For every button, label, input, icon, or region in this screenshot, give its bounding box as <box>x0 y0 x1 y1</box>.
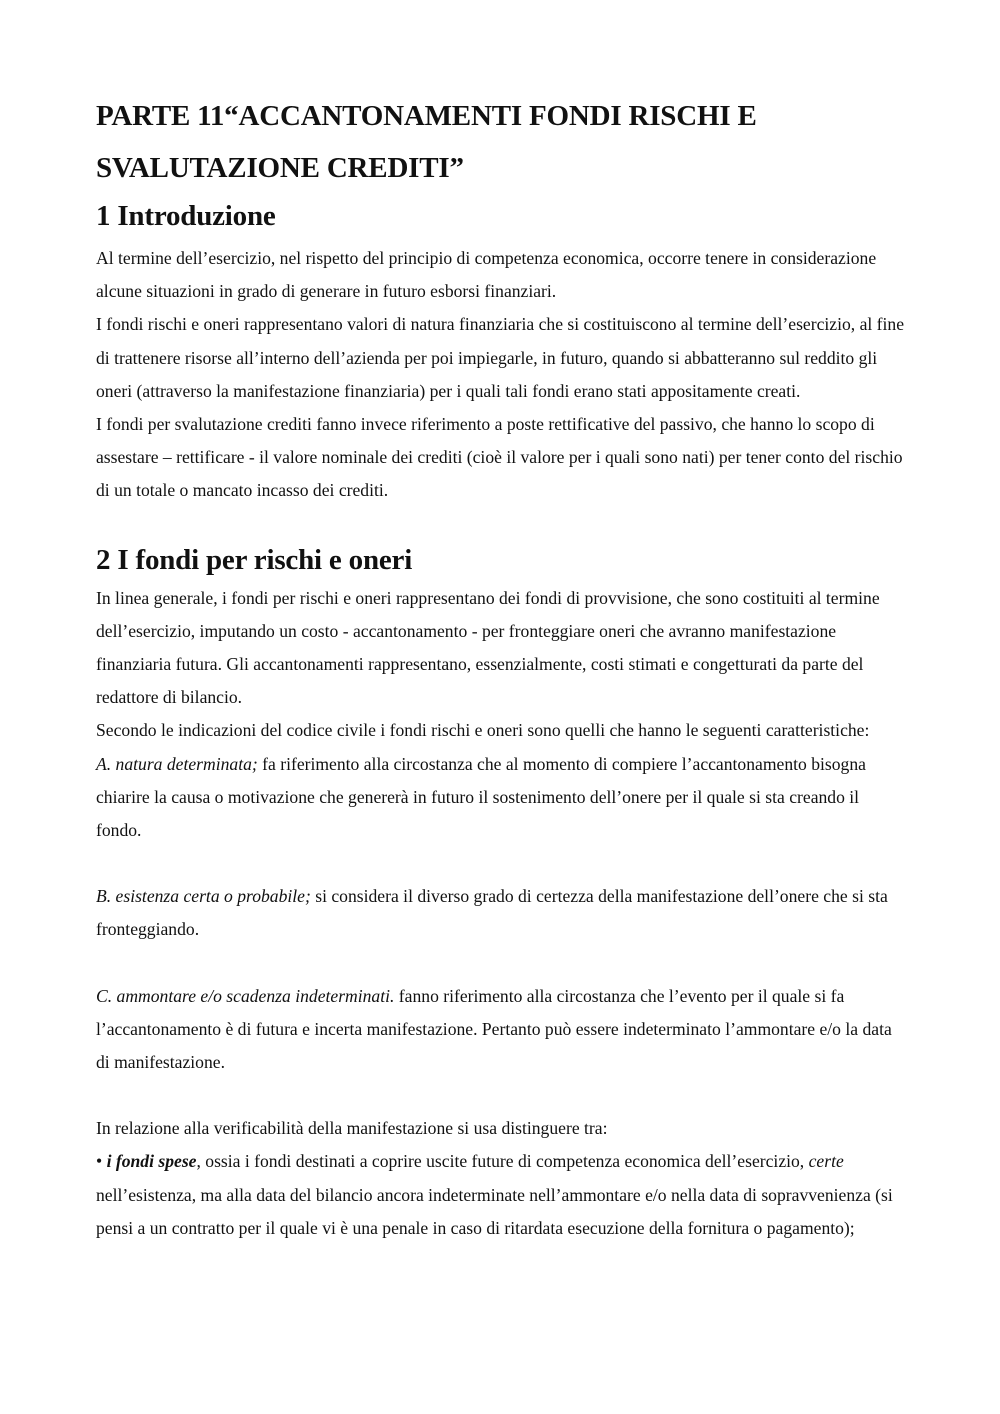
bullet-label: i fondi spese <box>106 1151 197 1172</box>
section-1-heading: 1 Introduzione <box>96 200 276 232</box>
document-page <box>96 90 906 1245</box>
bullet-text-2: nell’esistenza, ma alla data del bilancio ancora indeterminate nell’ammontare e/o nella data di sopravvenienza (si pensi a un contratto per il quale vi è una penale in caso di ritardata esecuzione della fornitura o pagamento); <box>96 1184 893 1238</box>
section-1-paragraph-3: I fondi per svalutazione crediti fanno invece riferimento a poste rettificative del passivo, che hanno lo scopo di assestare – rettificare - il valore nominale dei crediti (cioè il valore per i quali sono nati) per tener conto del rischio di un totale o mancato incasso dei crediti. <box>96 414 903 501</box>
item-a-label: A. natura determinata; <box>96 753 258 774</box>
item-b-label: B. esistenza certa o probabile; <box>96 886 311 907</box>
section-2-heading: 2 I fondi per rischi e oneri <box>96 543 413 576</box>
bullet-italic: certe <box>808 1151 844 1172</box>
section-1-paragraph-1: Al termine dell’esercizio, nel rispetto del principio di competenza economica, occorre tenere in considerazione alcune situazioni in grado di generare in futuro esborsi finanziari. <box>96 248 877 302</box>
item-a-text: fa riferimento alla circostanza che al momento di compiere l’accantonamento bisogna chiarire la causa o motivazione che genererà in futuro il sostenimento dell’onere per il quale si sta creando il fondo. <box>96 753 866 841</box>
item-c-text: fanno riferimento alla circostanza che l’evento per il quale si fa l’accantonamento è di futura e incerta manifestazione. Pertanto può essere indeterminato l’ammontare e/o la data di manifestazione. <box>96 985 892 1073</box>
title-line-1: PARTE 11“ACCANTONAMENTI FONDI RISCHI E <box>96 100 757 132</box>
section-2-paragraph-1: In linea generale, i fondi per rischi e oneri rappresentano dei fondi di provvisione, che sono costituiti al termine dell’esercizio, imputando un costo - accantonamento - per fronteggiare oneri che avranno manifestazione finanziaria futura. Gli accantonamenti rappresentano, essenzialmente, costi stimati e congetturati da parte del redattore di bilancio. <box>96 587 880 708</box>
section-2-paragraph-2: Secondo le indicazioni del codice civile i fondi rischi e oneri sono quelli che hanno le seguenti caratteristiche: <box>96 720 870 741</box>
item-b-text: si considera il diverso grado di certezza della manifestazione dell’onere che si sta fronteggiando. <box>96 886 888 940</box>
section-2-paragraph-3: In relazione alla verificabilità della manifestazione si usa distinguere tra: <box>96 1118 608 1139</box>
bullet-mark: • <box>96 1151 107 1172</box>
item-c-label: C. ammontare e/o scadenza indeterminati. <box>96 985 395 1006</box>
section-1-paragraph-2: I fondi rischi e oneri rappresentano valori di natura finanziaria che si costituiscono al termine dell’esercizio, al fine di trattenere risorse all’interno dell’azienda per poi impiegarle, in futuro, quando si abbatteranno sul reddito gli oneri (attraverso la manifestazione finanziaria) per i quali tali fondi erano stati appositamente creati. <box>96 314 905 401</box>
bullet-item-fondi-spese <box>96 1145 906 1245</box>
item-a <box>96 748 906 848</box>
title-line-2: SVALUTAZIONE CREDITI” <box>96 152 464 184</box>
item-c <box>96 980 906 1080</box>
item-b <box>96 880 906 946</box>
document-title <box>96 90 906 194</box>
bullet-text-1: , ossia i fondi destinati a coprire uscite future di competenza economica dell’esercizio, <box>196 1151 809 1172</box>
